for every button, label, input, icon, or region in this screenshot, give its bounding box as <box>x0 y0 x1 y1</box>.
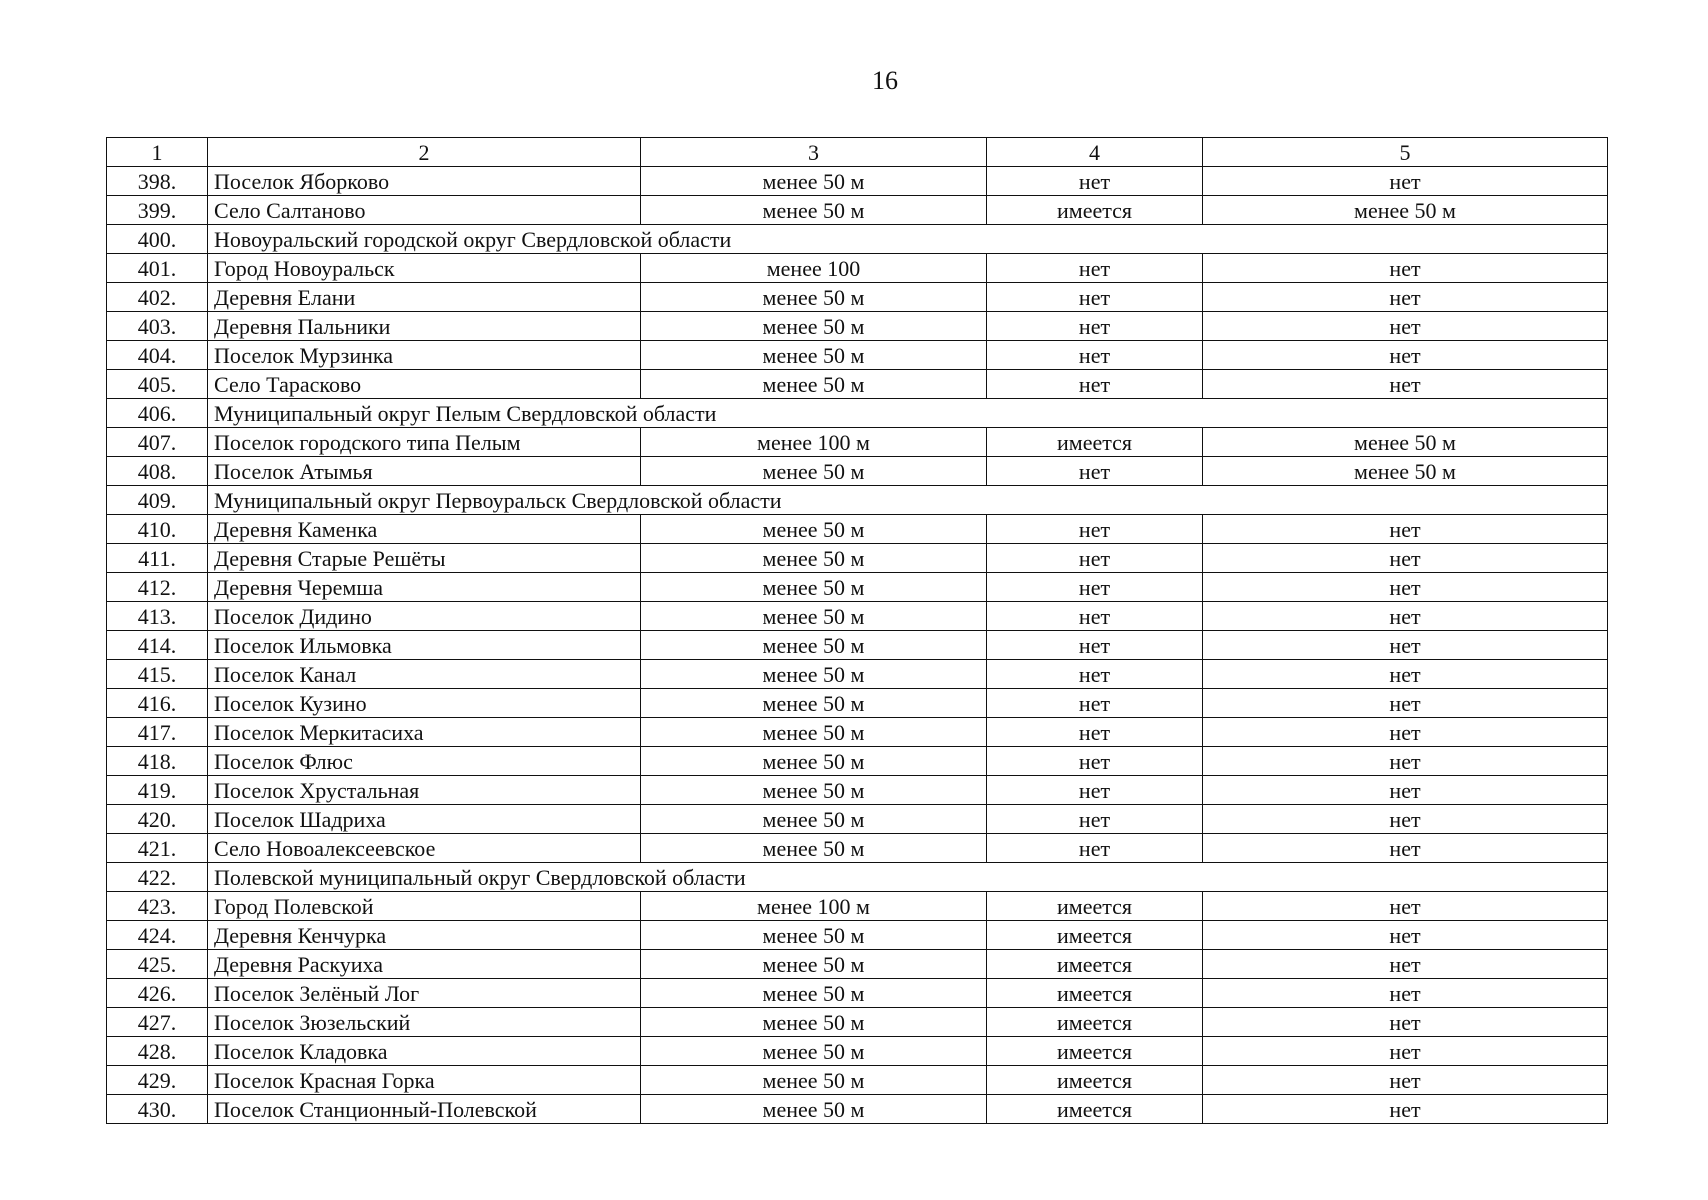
table-row <box>107 196 1608 225</box>
settlement-name-cell: Деревня Кенчурка <box>208 921 641 950</box>
column-3-cell: менее 50 м <box>641 1008 987 1037</box>
row-number-cell: 412. <box>107 573 208 602</box>
section-title-cell: Полевской муниципальный округ Свердловской области <box>208 863 1608 892</box>
header-cell-5: 5 <box>1203 138 1608 167</box>
column-3-cell: менее 50 м <box>641 747 987 776</box>
column-4-cell: нет <box>987 805 1203 834</box>
column-5-cell: нет <box>1203 950 1608 979</box>
settlement-name-cell: Поселок Станционный-Полевской <box>208 1095 641 1124</box>
column-4-cell: нет <box>987 283 1203 312</box>
column-4-cell: нет <box>987 544 1203 573</box>
settlement-name-cell: Деревня Черемша <box>208 573 641 602</box>
settlement-name-cell: Поселок Меркитасиха <box>208 718 641 747</box>
table-row <box>107 776 1608 805</box>
settlement-name-cell: Поселок Канал <box>208 660 641 689</box>
column-5-cell: нет <box>1203 892 1608 921</box>
settlement-name-cell: Поселок Флюс <box>208 747 641 776</box>
column-3-cell: менее 50 м <box>641 1037 987 1066</box>
table-row <box>107 515 1608 544</box>
table-row <box>107 1066 1608 1095</box>
column-4-cell: нет <box>987 370 1203 399</box>
column-3-cell: менее 50 м <box>641 283 987 312</box>
column-5-cell: нет <box>1203 660 1608 689</box>
column-3-cell: менее 50 м <box>641 196 987 225</box>
column-4-cell: имеется <box>987 979 1203 1008</box>
column-4-cell: нет <box>987 515 1203 544</box>
column-3-cell: менее 50 м <box>641 370 987 399</box>
column-4-cell: имеется <box>987 892 1203 921</box>
column-3-cell: менее 50 м <box>641 834 987 863</box>
column-5-cell: нет <box>1203 544 1608 573</box>
column-3-cell: менее 50 м <box>641 631 987 660</box>
table-row <box>107 1037 1608 1066</box>
column-5-cell: нет <box>1203 283 1608 312</box>
row-number-cell: 414. <box>107 631 208 660</box>
column-5-cell: нет <box>1203 834 1608 863</box>
row-number-cell: 422. <box>107 863 208 892</box>
column-5-cell: нет <box>1203 979 1608 1008</box>
table-row <box>107 1008 1608 1037</box>
section-row <box>107 225 1608 254</box>
settlement-name-cell: Поселок Шадриха <box>208 805 641 834</box>
column-3-cell: менее 50 м <box>641 1095 987 1124</box>
column-5-cell: нет <box>1203 776 1608 805</box>
column-5-cell: нет <box>1203 573 1608 602</box>
column-3-cell: менее 50 м <box>641 544 987 573</box>
column-3-cell: менее 100 м <box>641 892 987 921</box>
column-4-cell: имеется <box>987 950 1203 979</box>
settlement-name-cell: Поселок Кузино <box>208 689 641 718</box>
settlement-name-cell: Поселок Мурзинка <box>208 341 641 370</box>
row-number-cell: 402. <box>107 283 208 312</box>
settlement-name-cell: Деревня Каменка <box>208 515 641 544</box>
settlement-name-cell: Деревня Пальники <box>208 312 641 341</box>
column-5-cell: нет <box>1203 1095 1608 1124</box>
column-4-cell: нет <box>987 573 1203 602</box>
row-number-cell: 404. <box>107 341 208 370</box>
section-row <box>107 399 1608 428</box>
settlement-name-cell: Село Салтаново <box>208 196 641 225</box>
row-number-cell: 398. <box>107 167 208 196</box>
table-row <box>107 283 1608 312</box>
row-number-cell: 401. <box>107 254 208 283</box>
column-4-cell: нет <box>987 689 1203 718</box>
column-5-cell: нет <box>1203 602 1608 631</box>
column-5-cell: нет <box>1203 1037 1608 1066</box>
settlement-name-cell: Село Тарасково <box>208 370 641 399</box>
row-number-cell: 427. <box>107 1008 208 1037</box>
column-4-cell: имеется <box>987 921 1203 950</box>
row-number-cell: 416. <box>107 689 208 718</box>
column-5-cell: менее 50 м <box>1203 428 1608 457</box>
header-cell-1: 1 <box>107 138 208 167</box>
column-5-cell: нет <box>1203 312 1608 341</box>
row-number-cell: 429. <box>107 1066 208 1095</box>
section-row <box>107 863 1608 892</box>
column-4-cell: нет <box>987 834 1203 863</box>
column-3-cell: менее 50 м <box>641 573 987 602</box>
row-number-cell: 413. <box>107 602 208 631</box>
table-row <box>107 805 1608 834</box>
settlement-name-cell: Поселок Яборково <box>208 167 641 196</box>
column-3-cell: менее 50 м <box>641 312 987 341</box>
table-row <box>107 370 1608 399</box>
row-number-cell: 407. <box>107 428 208 457</box>
row-number-cell: 405. <box>107 370 208 399</box>
column-5-cell: нет <box>1203 254 1608 283</box>
row-number-cell: 403. <box>107 312 208 341</box>
settlement-name-cell: Поселок Зелёный Лог <box>208 979 641 1008</box>
column-4-cell: нет <box>987 631 1203 660</box>
header-cell-4: 4 <box>987 138 1203 167</box>
row-number-cell: 420. <box>107 805 208 834</box>
column-3-cell: менее 50 м <box>641 341 987 370</box>
column-4-cell: имеется <box>987 1008 1203 1037</box>
table-row <box>107 689 1608 718</box>
row-number-cell: 424. <box>107 921 208 950</box>
settlement-name-cell: Поселок Красная Горка <box>208 1066 641 1095</box>
table-row <box>107 660 1608 689</box>
table-row <box>107 428 1608 457</box>
column-3-cell: менее 50 м <box>641 457 987 486</box>
column-4-cell: имеется <box>987 196 1203 225</box>
header-cell-2: 2 <box>208 138 641 167</box>
settlement-name-cell: Деревня Раскуиха <box>208 950 641 979</box>
row-number-cell: 430. <box>107 1095 208 1124</box>
table-row <box>107 341 1608 370</box>
column-5-cell: нет <box>1203 341 1608 370</box>
settlement-name-cell: Поселок Ильмовка <box>208 631 641 660</box>
settlement-name-cell: Поселок городского типа Пелым <box>208 428 641 457</box>
settlement-name-cell: Поселок Хрустальная <box>208 776 641 805</box>
page-number: 16 <box>872 66 898 95</box>
column-5-cell: нет <box>1203 747 1608 776</box>
table-row <box>107 573 1608 602</box>
table-row <box>107 312 1608 341</box>
column-3-cell: менее 50 м <box>641 718 987 747</box>
column-5-cell: нет <box>1203 805 1608 834</box>
column-3-cell: менее 50 м <box>641 805 987 834</box>
column-3-cell: менее 50 м <box>641 167 987 196</box>
table-row <box>107 544 1608 573</box>
column-5-cell: нет <box>1203 515 1608 544</box>
column-5-cell: нет <box>1203 167 1608 196</box>
section-title-cell: Муниципальный округ Первоуральск Свердловской области <box>208 486 1608 515</box>
settlement-name-cell: Поселок Дидино <box>208 602 641 631</box>
column-5-cell: менее 50 м <box>1203 196 1608 225</box>
table-row <box>107 457 1608 486</box>
section-title-cell: Новоуральский городской округ Свердловской области <box>208 225 1608 254</box>
column-3-cell: менее 50 м <box>641 979 987 1008</box>
column-5-cell: нет <box>1203 1008 1608 1037</box>
column-4-cell: имеется <box>987 1037 1203 1066</box>
table-row <box>107 167 1608 196</box>
table-row <box>107 1095 1608 1124</box>
row-number-cell: 408. <box>107 457 208 486</box>
column-4-cell: имеется <box>987 428 1203 457</box>
column-4-cell: имеется <box>987 1095 1203 1124</box>
column-3-cell: менее 50 м <box>641 1066 987 1095</box>
column-3-cell: менее 50 м <box>641 602 987 631</box>
row-number-cell: 406. <box>107 399 208 428</box>
row-number-cell: 399. <box>107 196 208 225</box>
row-number-cell: 410. <box>107 515 208 544</box>
column-3-cell: менее 50 м <box>641 921 987 950</box>
column-3-cell: менее 50 м <box>641 660 987 689</box>
row-number-cell: 426. <box>107 979 208 1008</box>
column-5-cell: нет <box>1203 631 1608 660</box>
column-4-cell: нет <box>987 718 1203 747</box>
column-4-cell: нет <box>987 457 1203 486</box>
header-cell-3: 3 <box>641 138 987 167</box>
column-3-cell: менее 50 м <box>641 689 987 718</box>
table-row <box>107 950 1608 979</box>
row-number-cell: 400. <box>107 225 208 254</box>
table-row <box>107 747 1608 776</box>
table-row <box>107 834 1608 863</box>
table-header <box>107 138 1608 167</box>
column-4-cell: нет <box>987 660 1203 689</box>
settlement-name-cell: Село Новоалексеевское <box>208 834 641 863</box>
column-5-cell: нет <box>1203 1066 1608 1095</box>
row-number-cell: 417. <box>107 718 208 747</box>
table-row <box>107 631 1608 660</box>
settlement-name-cell: Деревня Старые Решёты <box>208 544 641 573</box>
settlement-name-cell: Город Полевской <box>208 892 641 921</box>
row-number-cell: 419. <box>107 776 208 805</box>
row-number-cell: 418. <box>107 747 208 776</box>
row-number-cell: 409. <box>107 486 208 515</box>
column-4-cell: нет <box>987 776 1203 805</box>
column-5-cell: нет <box>1203 921 1608 950</box>
table-row <box>107 602 1608 631</box>
row-number-cell: 421. <box>107 834 208 863</box>
column-4-cell: нет <box>987 254 1203 283</box>
header-row <box>107 138 1608 167</box>
settlement-name-cell: Город Новоуральск <box>208 254 641 283</box>
column-3-cell: менее 100 м <box>641 428 987 457</box>
section-row <box>107 486 1608 515</box>
table-row <box>107 892 1608 921</box>
column-5-cell: нет <box>1203 370 1608 399</box>
column-3-cell: менее 50 м <box>641 776 987 805</box>
column-4-cell: нет <box>987 167 1203 196</box>
row-number-cell: 423. <box>107 892 208 921</box>
column-4-cell: имеется <box>987 1066 1203 1095</box>
column-3-cell: менее 50 м <box>641 515 987 544</box>
table-row <box>107 979 1608 1008</box>
table-row <box>107 921 1608 950</box>
settlement-name-cell: Поселок Зюзельский <box>208 1008 641 1037</box>
column-4-cell: нет <box>987 312 1203 341</box>
column-4-cell: нет <box>987 341 1203 370</box>
column-5-cell: нет <box>1203 718 1608 747</box>
column-4-cell: нет <box>987 747 1203 776</box>
row-number-cell: 425. <box>107 950 208 979</box>
settlement-name-cell: Деревня Елани <box>208 283 641 312</box>
column-5-cell: нет <box>1203 689 1608 718</box>
section-title-cell: Муниципальный округ Пелым Свердловской области <box>208 399 1608 428</box>
settlement-name-cell: Поселок Атымья <box>208 457 641 486</box>
table-body <box>107 167 1608 1124</box>
table-row <box>107 254 1608 283</box>
settlement-name-cell: Поселок Кладовка <box>208 1037 641 1066</box>
row-number-cell: 411. <box>107 544 208 573</box>
settlements-table <box>106 137 1608 1124</box>
row-number-cell: 415. <box>107 660 208 689</box>
table-row <box>107 718 1608 747</box>
column-3-cell: менее 50 м <box>641 950 987 979</box>
column-3-cell: менее 100 <box>641 254 987 283</box>
row-number-cell: 428. <box>107 1037 208 1066</box>
column-4-cell: нет <box>987 602 1203 631</box>
column-5-cell: менее 50 м <box>1203 457 1608 486</box>
